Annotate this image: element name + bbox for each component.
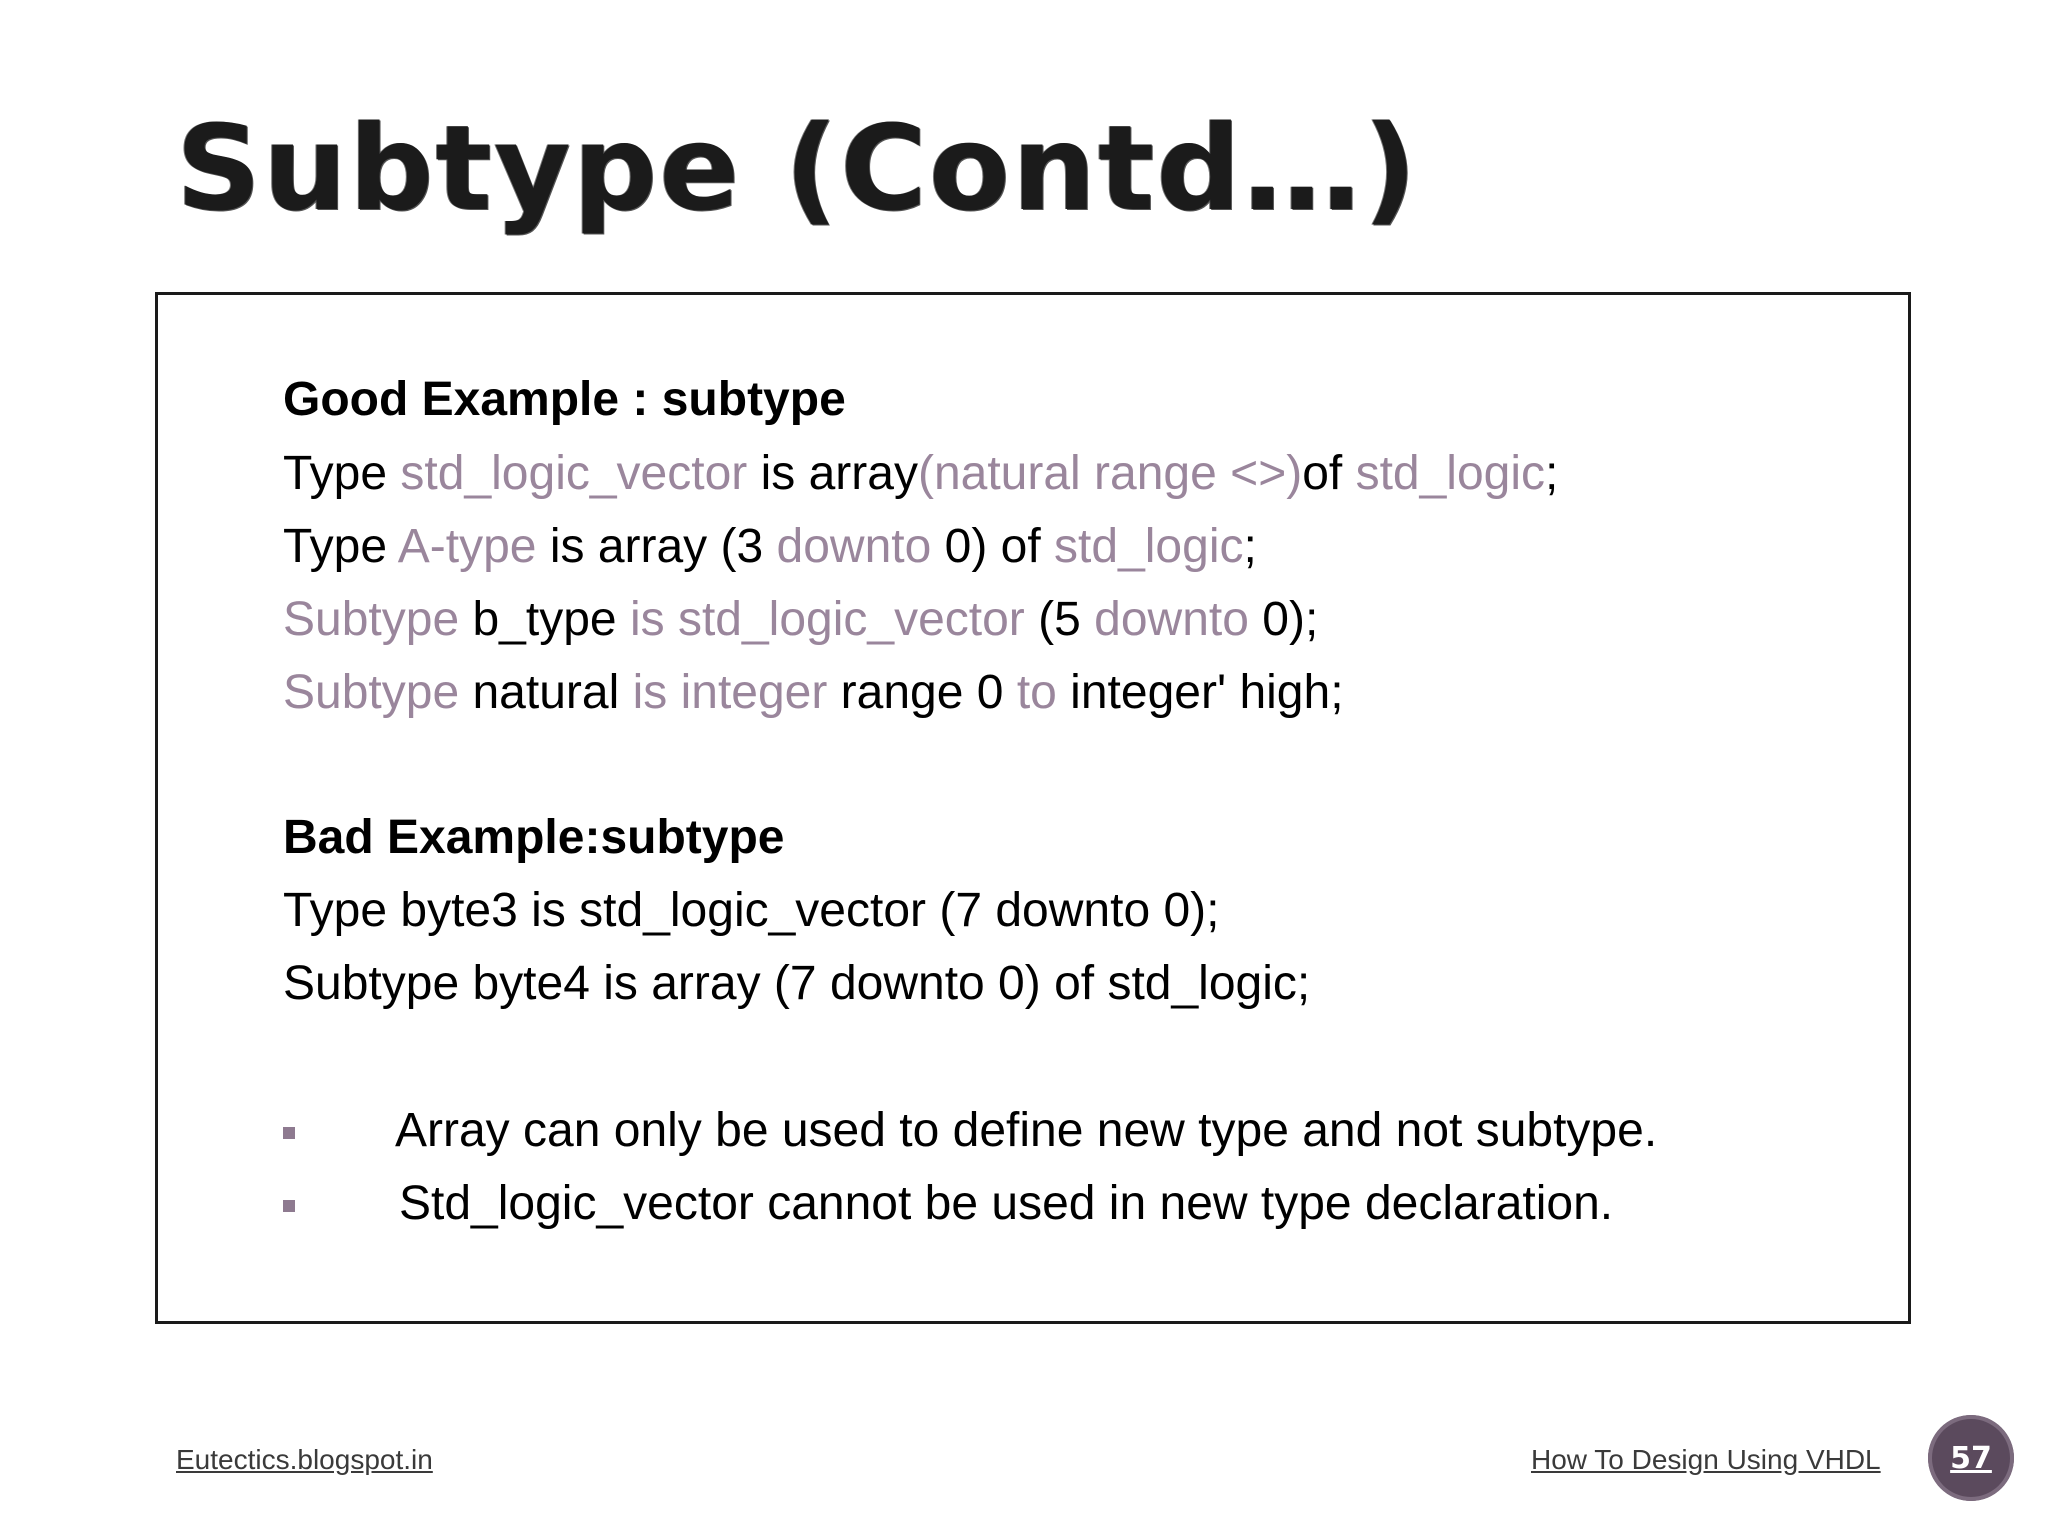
bullet-text: Std_logic_vector cannot be used in new type declaration. xyxy=(399,1177,1614,1230)
code-keyword: Subtype xyxy=(283,666,460,719)
code-text: of xyxy=(1302,447,1356,500)
code-keyword: A-type xyxy=(397,520,537,573)
page-number-badge: 57 xyxy=(1928,1415,2014,1501)
square-bullet-icon xyxy=(283,1127,295,1139)
footer-website-link[interactable]: Eutectics.blogspot.in xyxy=(176,1444,433,1475)
bad-example-line: Type byte3 is std_logic_vector (7 downto 0); xyxy=(283,884,1220,937)
square-bullet-icon xyxy=(283,1200,295,1212)
code-text: ; xyxy=(1243,520,1257,573)
code-text: b_type xyxy=(459,593,630,646)
code-text: range 0 xyxy=(827,666,1017,719)
good-example-line xyxy=(283,444,1558,504)
slide-title: Subtype (Contd…) xyxy=(176,99,1419,237)
code-keyword: to xyxy=(1016,666,1057,719)
code-text: 0); xyxy=(1248,593,1319,646)
code-keyword: std_logic xyxy=(1054,520,1244,573)
bullet-item xyxy=(283,1174,1614,1234)
good-example-heading: Good Example : subtype xyxy=(283,373,846,426)
example-box xyxy=(155,292,1911,1324)
code-text: Type xyxy=(283,447,401,500)
code-text: natural xyxy=(459,666,633,719)
code-keyword: std_logic_vector xyxy=(400,447,748,500)
code-keyword: (natural range <>) xyxy=(917,447,1303,500)
bad-example-line: Subtype byte4 is array (7 downto 0) of std_logic; xyxy=(283,957,1311,1010)
code-keyword: is std_logic_vector xyxy=(629,593,1025,646)
good-example-line xyxy=(283,517,1257,577)
code-keyword: downto xyxy=(776,520,932,573)
code-text: integer' high; xyxy=(1056,666,1344,719)
code-keyword: std_logic xyxy=(1355,447,1546,500)
code-text: ; xyxy=(1545,447,1559,500)
code-keyword: is integer xyxy=(632,666,828,719)
code-text: is array xyxy=(747,447,918,500)
code-text: Type xyxy=(283,520,398,573)
bad-example-heading: Bad Example:subtype xyxy=(283,811,785,864)
code-text: 0) of xyxy=(931,520,1055,573)
footer-course-link[interactable]: How To Design Using VHDL xyxy=(1531,1444,1881,1475)
code-keyword: downto xyxy=(1094,593,1249,646)
good-example-line xyxy=(283,663,1344,723)
code-text: (5 xyxy=(1024,593,1095,646)
bullet-text: Array can only be used to define new type and not subtype. xyxy=(395,1104,1658,1157)
good-example-line xyxy=(283,590,1318,650)
bullet-item xyxy=(283,1101,1658,1161)
code-keyword: Subtype xyxy=(283,593,460,646)
code-text: is array (3 xyxy=(536,520,777,573)
